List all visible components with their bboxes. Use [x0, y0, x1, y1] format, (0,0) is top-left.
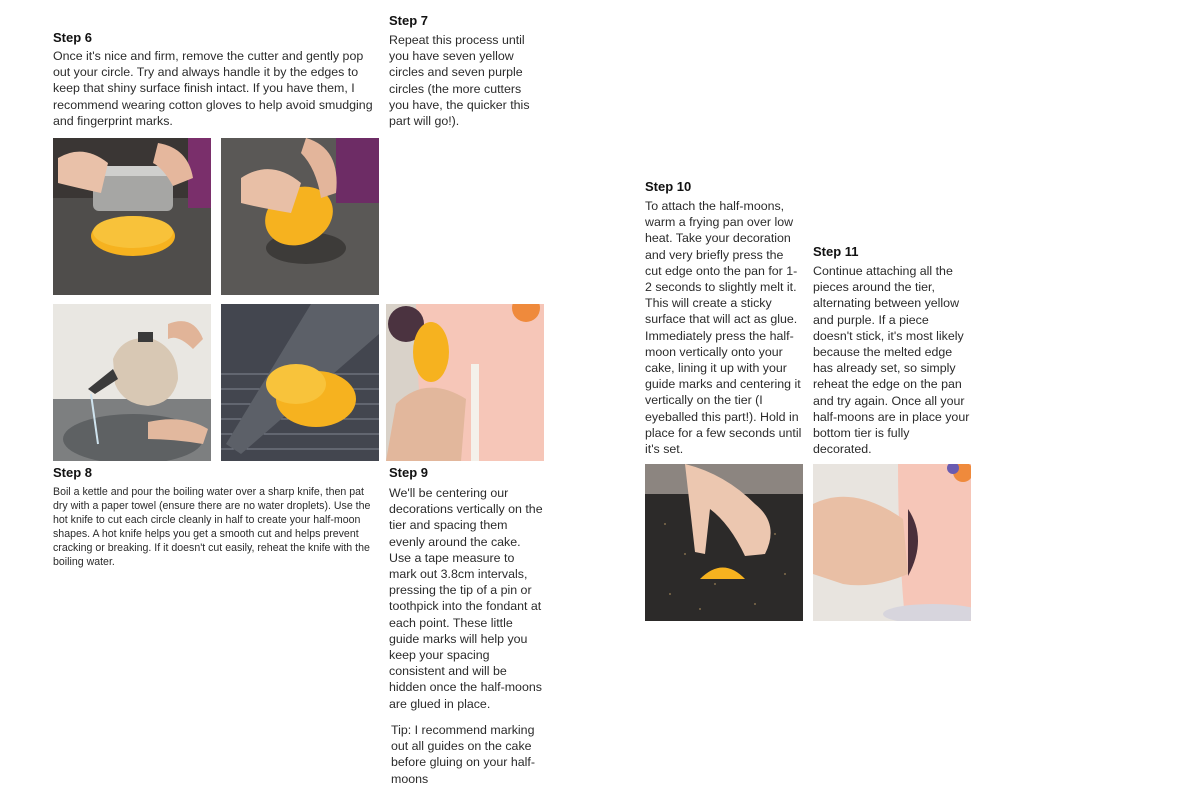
photo-kettle-pouring — [53, 304, 211, 461]
photo-tape-measure — [386, 304, 544, 461]
step-6-title: Step 6 — [53, 30, 93, 45]
step-8-title: Step 8 — [53, 465, 93, 480]
photo-knife-cutting — [221, 304, 379, 461]
step-9-text: We'll be centering our decorations vertically on the tier and spacing them evenly around the cake. Use a tape measure to mark out 3.8cm intervals, pressing the tip of a pin or toothpick into the fondant at each point. These little guide marks will help you keep your spacing consistent and will be hidden once the half-moons are glued in place. — [389, 486, 543, 711]
step-10-text: To attach the half-moons, warm a frying pan over low heat. Take your decoration and very briefly press the cut edge onto the pan for 1-2 seconds to slightly melt it. This will create a sticky surface that will act as glue. Immediately press the half-moon vertically onto your cake, lining it up with your guide marks and centering it vertically on the tier (I eyeballed this part!). Hold in place for a few seconds until it's set. — [645, 199, 802, 457]
step-10-title: Step 10 — [645, 179, 692, 194]
photo-circle-popped-out — [221, 138, 379, 295]
photo-frying-pan — [645, 464, 803, 621]
step-9-title: Step 9 — [389, 465, 429, 480]
photo-attaching-half-moon — [813, 464, 971, 621]
step-6-text: Once it's nice and firm, remove the cutter and gently pop out your circle. Try and always handle it by the edges to keep that shiny surface finish intact. If you have them, I recommend wearing cotton gloves to help avoid smudging and fingerprint marks. — [53, 49, 373, 128]
step-7-text: Repeat this process until you have seven yellow circles and seven purple circles (the more cutters you have, the quicker this part will go!). — [389, 33, 530, 129]
step-8-text: Boil a kettle and pour the boiling water over a sharp knife, then pat dry with a paper towel (ensure there are no water droplets). Use the hot knife to cut each circle cleanly in half to create your half-moon shapes. A hot knife helps you get a smooth cut and helps prevent cracking or breaking. If it doesn't cut easily, reheat the knife with the boiling water. — [53, 486, 371, 569]
step-11-text: Continue attaching all the pieces around the tier, alternating between yellow and purple. If a piece doesn't stick, it's most likely because the melted edge has already set, so simply reheat the edge on the pan and try again. Once all your half-moons are in place your bottom tier is fully decorated. — [813, 264, 970, 457]
step-9-tip: Tip: I recommend marking out all guides on the cake before gluing on your half-moons — [391, 723, 535, 786]
photo-cutter-removal — [53, 138, 211, 295]
step-7-title: Step 7 — [389, 13, 429, 28]
step-11-title: Step 11 — [813, 244, 859, 259]
